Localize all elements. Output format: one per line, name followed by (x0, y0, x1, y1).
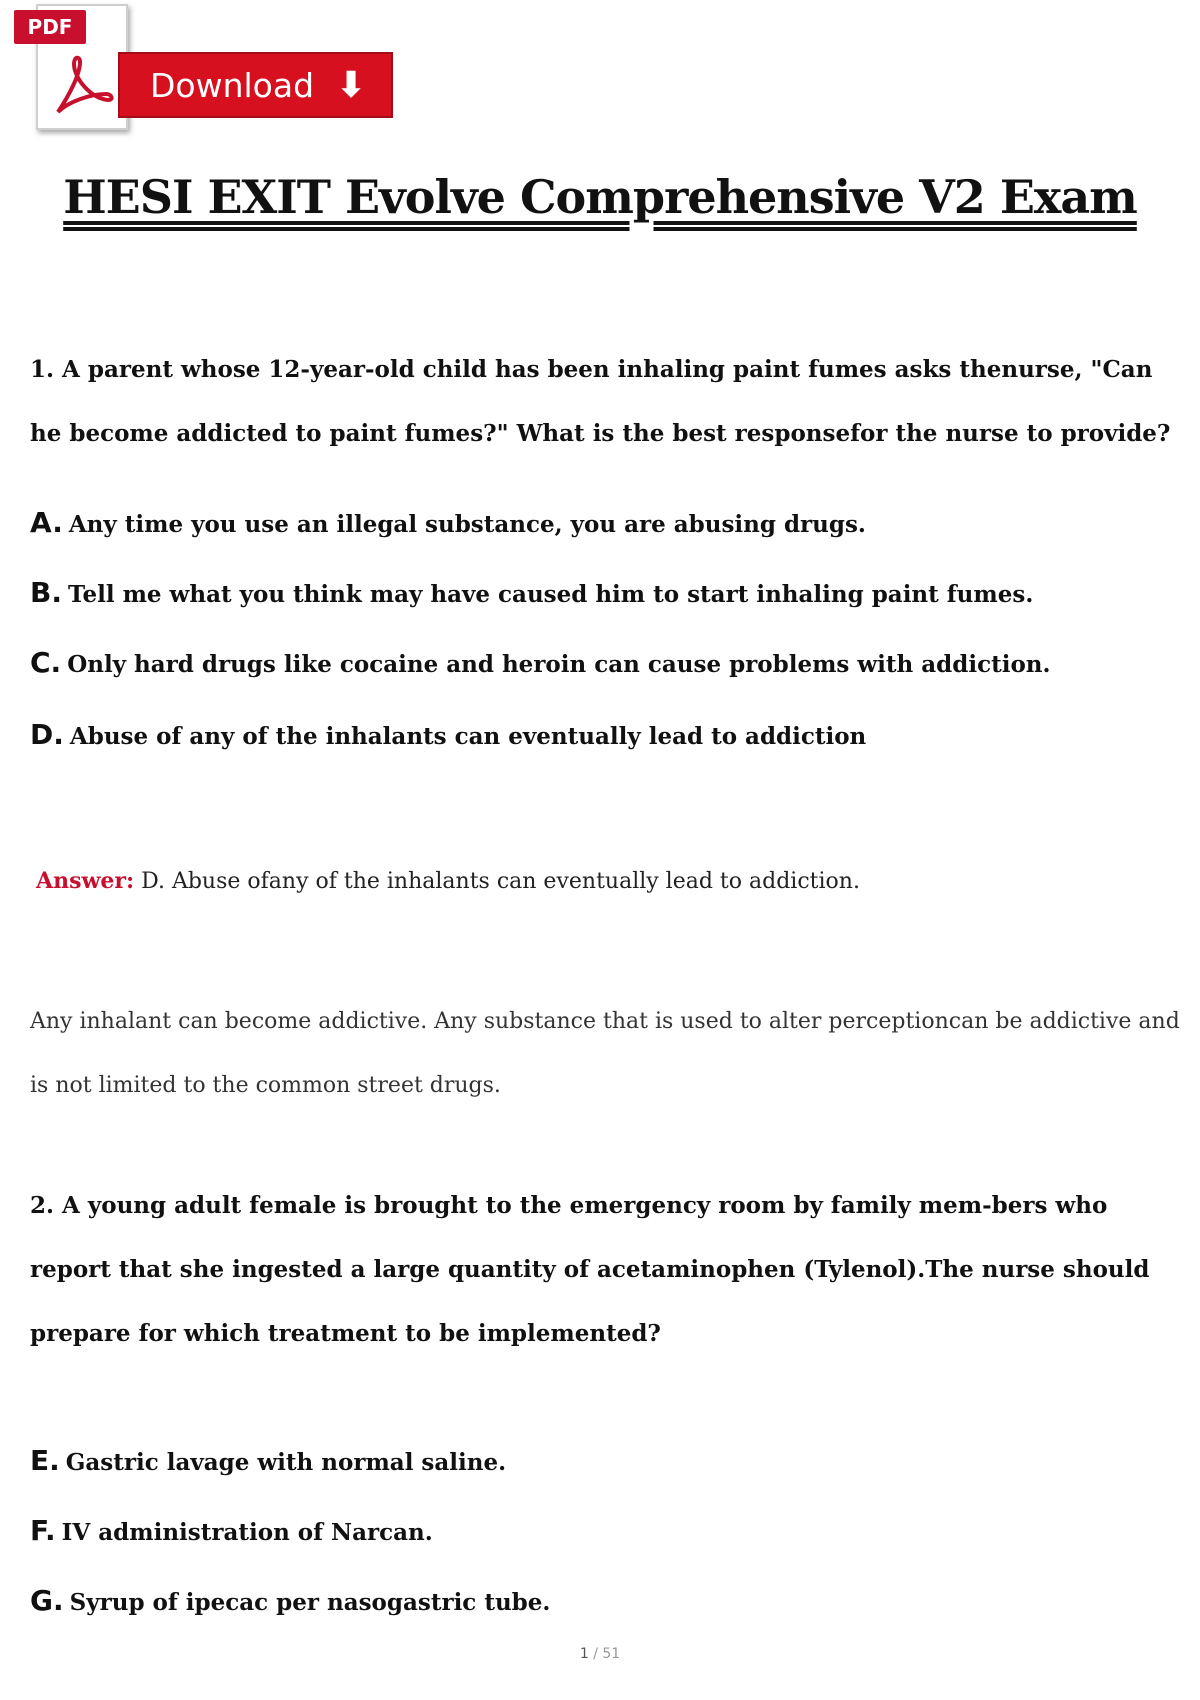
question-1-text: 1. A parent whose 12-year-old child has been inhaling paint fumes asks thenurse, "Can he become addicted to paint fumes?" What is the best responsefor the nurse to provide? (30, 356, 1171, 447)
document-title: HESI EXIT Evolve Comprehensive V2 Exam (63, 170, 1137, 224)
option-letter: F. (30, 1514, 56, 1547)
question-2-option-f (30, 1514, 1180, 1547)
option-text: Tell me what you think may have caused him to start inhaling paint fumes. (67, 581, 1034, 608)
page-indicator (0, 1646, 1200, 1662)
option-text: Syrup of ipecac per nasogastric tube. (69, 1589, 551, 1616)
question-1-option-b (30, 576, 1180, 609)
down-arrow-icon: ⬇ (336, 64, 367, 106)
option-text: Only hard drugs like cocaine and heroin can cause problems with addiction. (67, 651, 1051, 678)
option-letter: B. (30, 576, 62, 609)
answer-text: D. Abuse ofany of the inhalants can eventually lead to addiction. (141, 869, 860, 894)
option-letter: E. (30, 1444, 60, 1477)
question-1-answer (36, 868, 860, 894)
pdf-tag-label: PDF (14, 10, 86, 44)
option-letter: G. (30, 1584, 64, 1617)
option-letter: A. (30, 506, 63, 539)
question-1-option-c (30, 646, 1180, 679)
acrobat-logo-icon (50, 54, 114, 118)
page-separator: / (593, 1646, 598, 1662)
option-text: Gastric lavage with normal saline. (65, 1449, 507, 1476)
question-1-option-a (30, 506, 1180, 539)
question-1-explanation: Any inhalant can become addictive. Any substance that is used to alter perceptioncan be addictive and is not limited to the common street drugs. (30, 1009, 1180, 1098)
question-2-option-e (30, 1444, 1180, 1477)
option-letter: D. (30, 718, 64, 751)
option-text: IV administration of Narcan. (61, 1519, 433, 1546)
page-total: 51 (602, 1646, 621, 1662)
page-current: 1 (579, 1646, 589, 1662)
question-2-text: 2. A young adult female is brought to the emergency room by family mem-bers who report that she ingested a large quantity of acetaminophen (Tylenol).The nurse should prepare for which treatment to be implemented? (30, 1192, 1150, 1347)
question-1-option-d (30, 718, 1180, 751)
download-button[interactable] (118, 52, 393, 118)
option-letter: C. (30, 646, 62, 679)
pdf-download-badge[interactable] (14, 4, 394, 134)
option-text: Abuse of any of the inhalants can eventually lead to addiction (69, 723, 867, 750)
option-text: Any time you use an illegal substance, you are abusing drugs. (68, 511, 866, 538)
download-button-label: Download (150, 65, 315, 105)
answer-label: Answer: (36, 868, 135, 894)
question-2-option-g (30, 1584, 1180, 1617)
